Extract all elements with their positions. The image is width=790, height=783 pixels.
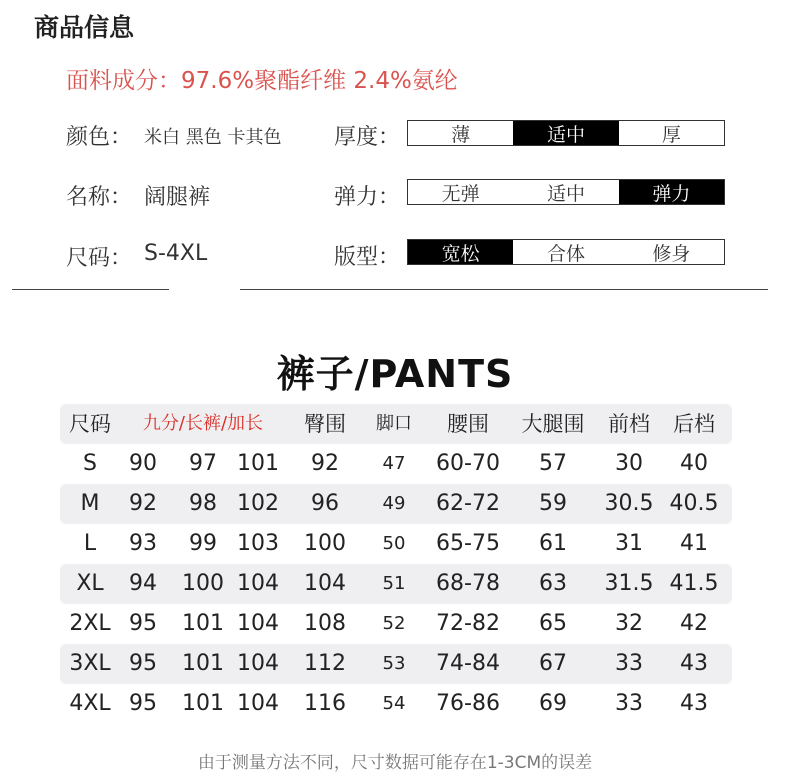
table-cell: 101 xyxy=(182,651,224,676)
table-row xyxy=(60,524,732,564)
size-cell: 2XL xyxy=(69,611,111,636)
section-title: 商品信息 xyxy=(34,13,135,42)
table-cell: 96 xyxy=(311,491,339,516)
size-cell: S xyxy=(83,451,97,476)
table-cell: 74-84 xyxy=(436,651,500,676)
name-value: 阔腿裤 xyxy=(144,185,211,210)
table-cell: 33 xyxy=(615,691,643,716)
table-row xyxy=(60,564,732,604)
table-cell: 104 xyxy=(237,571,279,596)
table-cell: 68-78 xyxy=(436,571,500,596)
fit-option: 修身 xyxy=(652,242,691,265)
fit-option: 合体 xyxy=(546,242,585,265)
table-cell: 43 xyxy=(680,651,708,676)
table-cell: 47 xyxy=(382,453,406,474)
material-composition: 面料成分：97.6%聚酯纤维 2.4%氨纶 xyxy=(66,68,458,94)
size-cell: 4XL xyxy=(69,691,111,716)
table-cell: 100 xyxy=(182,571,224,596)
size-cell: M xyxy=(80,491,100,516)
table-cell: 108 xyxy=(304,611,346,636)
table-cell: 31.5 xyxy=(604,571,654,596)
header-cell: 脚口 xyxy=(376,413,412,434)
table-row xyxy=(60,484,732,524)
table-cell: 99 xyxy=(189,531,217,556)
table-cell: 69 xyxy=(539,691,567,716)
table-cell: 40.5 xyxy=(669,491,719,516)
divider-left xyxy=(12,289,169,290)
table-cell: 33 xyxy=(615,651,643,676)
table-cell: 40 xyxy=(680,451,708,476)
table-cell: 42 xyxy=(680,611,708,636)
table-cell: 41 xyxy=(680,531,708,556)
table-cell: 92 xyxy=(311,451,339,476)
table-cell: 43 xyxy=(680,691,708,716)
table-cell: 67 xyxy=(539,651,567,676)
color-value: 米白 黑色 卡其色 xyxy=(144,127,282,148)
table-body xyxy=(60,444,732,724)
table-cell: 95 xyxy=(129,691,157,716)
table-cell: 65 xyxy=(539,611,567,636)
table-cell: 53 xyxy=(382,653,406,674)
table-cell: 52 xyxy=(382,613,406,634)
header-cell: 大腿围 xyxy=(521,412,585,436)
table-cell: 32 xyxy=(615,611,643,636)
table-row xyxy=(60,684,732,724)
size-cell: L xyxy=(83,531,97,556)
table-cell: 50 xyxy=(382,533,406,554)
table-cell: 101 xyxy=(237,451,279,476)
table-cell: 104 xyxy=(237,651,279,676)
table-cell: 63 xyxy=(539,571,567,596)
header-cell: 前档 xyxy=(608,412,650,436)
table-cell: 95 xyxy=(129,611,157,636)
thickness-option: 适中 xyxy=(513,121,618,145)
divider-right xyxy=(240,289,768,290)
table-cell: 60-70 xyxy=(436,451,500,476)
table-cell: 102 xyxy=(237,491,279,516)
table-cell: 31 xyxy=(615,531,643,556)
size-cell: 3XL xyxy=(69,651,111,676)
table-cell: 116 xyxy=(304,691,346,716)
size-label: 尺码： xyxy=(66,246,133,271)
table-cell: 101 xyxy=(182,691,224,716)
fit-options xyxy=(407,239,725,265)
table-header-row xyxy=(60,404,732,444)
table-cell: 98 xyxy=(189,491,217,516)
size-table xyxy=(60,404,732,724)
table-cell: 104 xyxy=(237,611,279,636)
table-cell: 100 xyxy=(304,531,346,556)
table-cell: 49 xyxy=(382,493,406,514)
pants-title: 裤子/PANTS xyxy=(276,352,514,396)
table-cell: 93 xyxy=(129,531,157,556)
thickness-options xyxy=(407,120,725,146)
table-cell: 76-86 xyxy=(436,691,500,716)
table-cell: 112 xyxy=(304,651,346,676)
table-cell: 54 xyxy=(382,693,406,714)
fit-label: 版型： xyxy=(334,245,401,270)
table-row xyxy=(60,444,732,484)
header-cell: 后档 xyxy=(673,412,715,436)
table-cell: 30 xyxy=(615,451,643,476)
table-cell: 90 xyxy=(129,451,157,476)
elasticity-label: 弹力： xyxy=(334,185,401,210)
header-cell: 臀围 xyxy=(304,412,346,436)
thickness-label: 厚度： xyxy=(334,125,401,150)
table-cell: 51 xyxy=(382,573,406,594)
table-cell: 57 xyxy=(539,451,567,476)
table-row xyxy=(60,604,732,644)
size-value: S-4XL xyxy=(144,241,208,266)
elasticity-option: 适中 xyxy=(546,182,585,205)
elasticity-option: 无弹 xyxy=(441,182,480,205)
header-cell: 九分/长裤/加长 xyxy=(142,413,264,434)
fit-option: 宽松 xyxy=(408,240,513,264)
table-cell: 95 xyxy=(129,651,157,676)
header-cell: 腰围 xyxy=(447,412,489,436)
name-label: 名称： xyxy=(66,185,133,210)
table-cell: 59 xyxy=(539,491,567,516)
elasticity-option: 弹力 xyxy=(619,180,724,204)
table-cell: 103 xyxy=(237,531,279,556)
table-cell: 104 xyxy=(237,691,279,716)
elasticity-options xyxy=(407,179,725,205)
table-cell: 72-82 xyxy=(436,611,500,636)
table-cell: 62-72 xyxy=(436,491,500,516)
thickness-option: 厚 xyxy=(661,123,681,146)
size-cell: XL xyxy=(76,571,104,596)
color-label: 颜色： xyxy=(66,125,133,150)
table-cell: 61 xyxy=(539,531,567,556)
table-row xyxy=(60,644,732,684)
table-cell: 94 xyxy=(129,571,157,596)
table-cell: 97 xyxy=(189,451,217,476)
table-cell: 101 xyxy=(182,611,224,636)
measurement-footnote: 由于测量方法不同，尺寸数据可能存在1-3CM的误差 xyxy=(197,753,593,773)
table-cell: 104 xyxy=(304,571,346,596)
table-cell: 65-75 xyxy=(436,531,500,556)
table-cell: 30.5 xyxy=(604,491,654,516)
header-cell: 尺码 xyxy=(69,412,111,436)
table-cell: 41.5 xyxy=(669,571,719,596)
thickness-option: 薄 xyxy=(451,123,471,146)
table-cell: 92 xyxy=(129,491,157,516)
